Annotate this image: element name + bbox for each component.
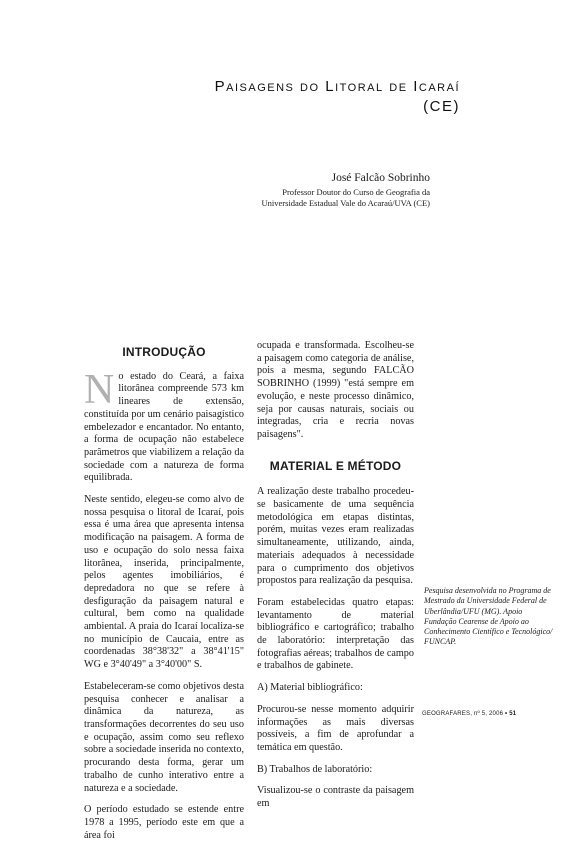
paragraph: Foram estabelecidas quatro etapas: levantamento de material bibliográfico e cartográfico; trabalho de laboratório: interpretação das fotografias aéreas; trabalhos de campo e trabalhos de gabinete. [257,596,414,672]
author-name: José Falcão Sobrinho [331,172,430,184]
section-heading-introduction: INTRODUÇÃO [122,345,206,359]
paragraph: ocupada e transformada. Escolheu-se a paisagem como categoria de análise, pois a mesma, segundo FALCÃO SOBRINHO (1999) "está sempre em evolução, e neste processo dinâmico, seja por causas naturais, sociais ou integradas, cria e recria novas paisagens". [257,340,414,440]
article-title: Paisagens do Litoral de Icaraí [214,78,460,95]
paragraph: Estabeleceram-se como objetivos desta pesquisa conhecer e analisar a dinâmica da natureza, as transformações decorrentes do seu uso e ocupação, assim como seu reflexo sobre a sociedade inserida no contexto, procurando desta forma, gerar um trabalho de cunho interativo entre a natureza e a sociedade. [84,680,244,794]
paragraph: Neste sentido, elegeu-se como alvo de nossa pesquisa o litoral de Icaraí, pois essa é uma área que apresenta intensa modificação na paisagem. A forma de uso e ocupação do solo nessa faixa litorânea, inserida, principalmente, pelos agentes imobiliários, é depredadora no que se refere à desfiguração da paisagem natural e cultural, bem como na qualidade ambiental. A praia do Icaraí localiza-se no município de Caucaia, entre as coordenadas 38°38'32" a 38°41'15" WG e 3°40'49" a 3°40'00" S. [84,494,244,671]
affiliation-line: Universidade Estadual Vale do Acaraú/UVA (CE) [261,198,430,208]
drop-cap: N [84,366,115,413]
paragraph: Visualizou-se o contraste da paisagem em [257,785,414,810]
left-column [84,340,244,851]
section-heading-method: MATERIAL E MÉTODO [269,458,402,473]
paragraph: Procurou-se nesse momento adquirir informações as mais diversas possíveis, a fim de aprofundar a temática em questão. [257,703,414,753]
journal-reference: GEOGRAFARES, nº 5, 2006 [422,711,504,717]
page-footer [422,711,516,717]
paragraph-text: o estado do Ceará, a faixa litorânea compreende 573 km lineares de extensão, constituída por um cenário paisagístico embelezador e encantador. No entanto, a forma de ocupação não estabelece parâmetros que viabilizem a relação da sociedade com a natureza de forma equilibrada. [84,370,244,484]
page-number: 51 [509,711,517,717]
author-affiliation [262,187,430,209]
paragraph: A realização deste trabalho procedeu-se basicamente de uma sequência metodológica em etapas distintas, porém, muitas vezes eram realizadas simultaneamente, utilizando, ainda, materiais adequados à necessidade para o cumprimento dos objetivos propostos para realização da pesquisa. [257,486,414,587]
footer-separator: • [505,711,508,717]
side-note: Pesquisa desenvolvida no Programa de Mestrado da Universidade Federal de Uberlândia/UFU (MG). Apoio Fundação Cearense de Apoio ao Conhecimento Científico e Tecnológico/ FUNCAP. [424,586,553,647]
paragraph [84,366,244,485]
paragraph: A) Material bibliográfico: [257,682,363,694]
affiliation-line: Professor Doutor do Curso de Geografia da [282,187,430,197]
paragraph: O período estudado se estende entre 1978 a 1995, período este em que a área foi [84,804,244,841]
right-column [257,340,414,820]
article-title-suffix: (CE) [423,98,460,115]
paragraph: B) Trabalhos de laboratório: [257,763,373,775]
